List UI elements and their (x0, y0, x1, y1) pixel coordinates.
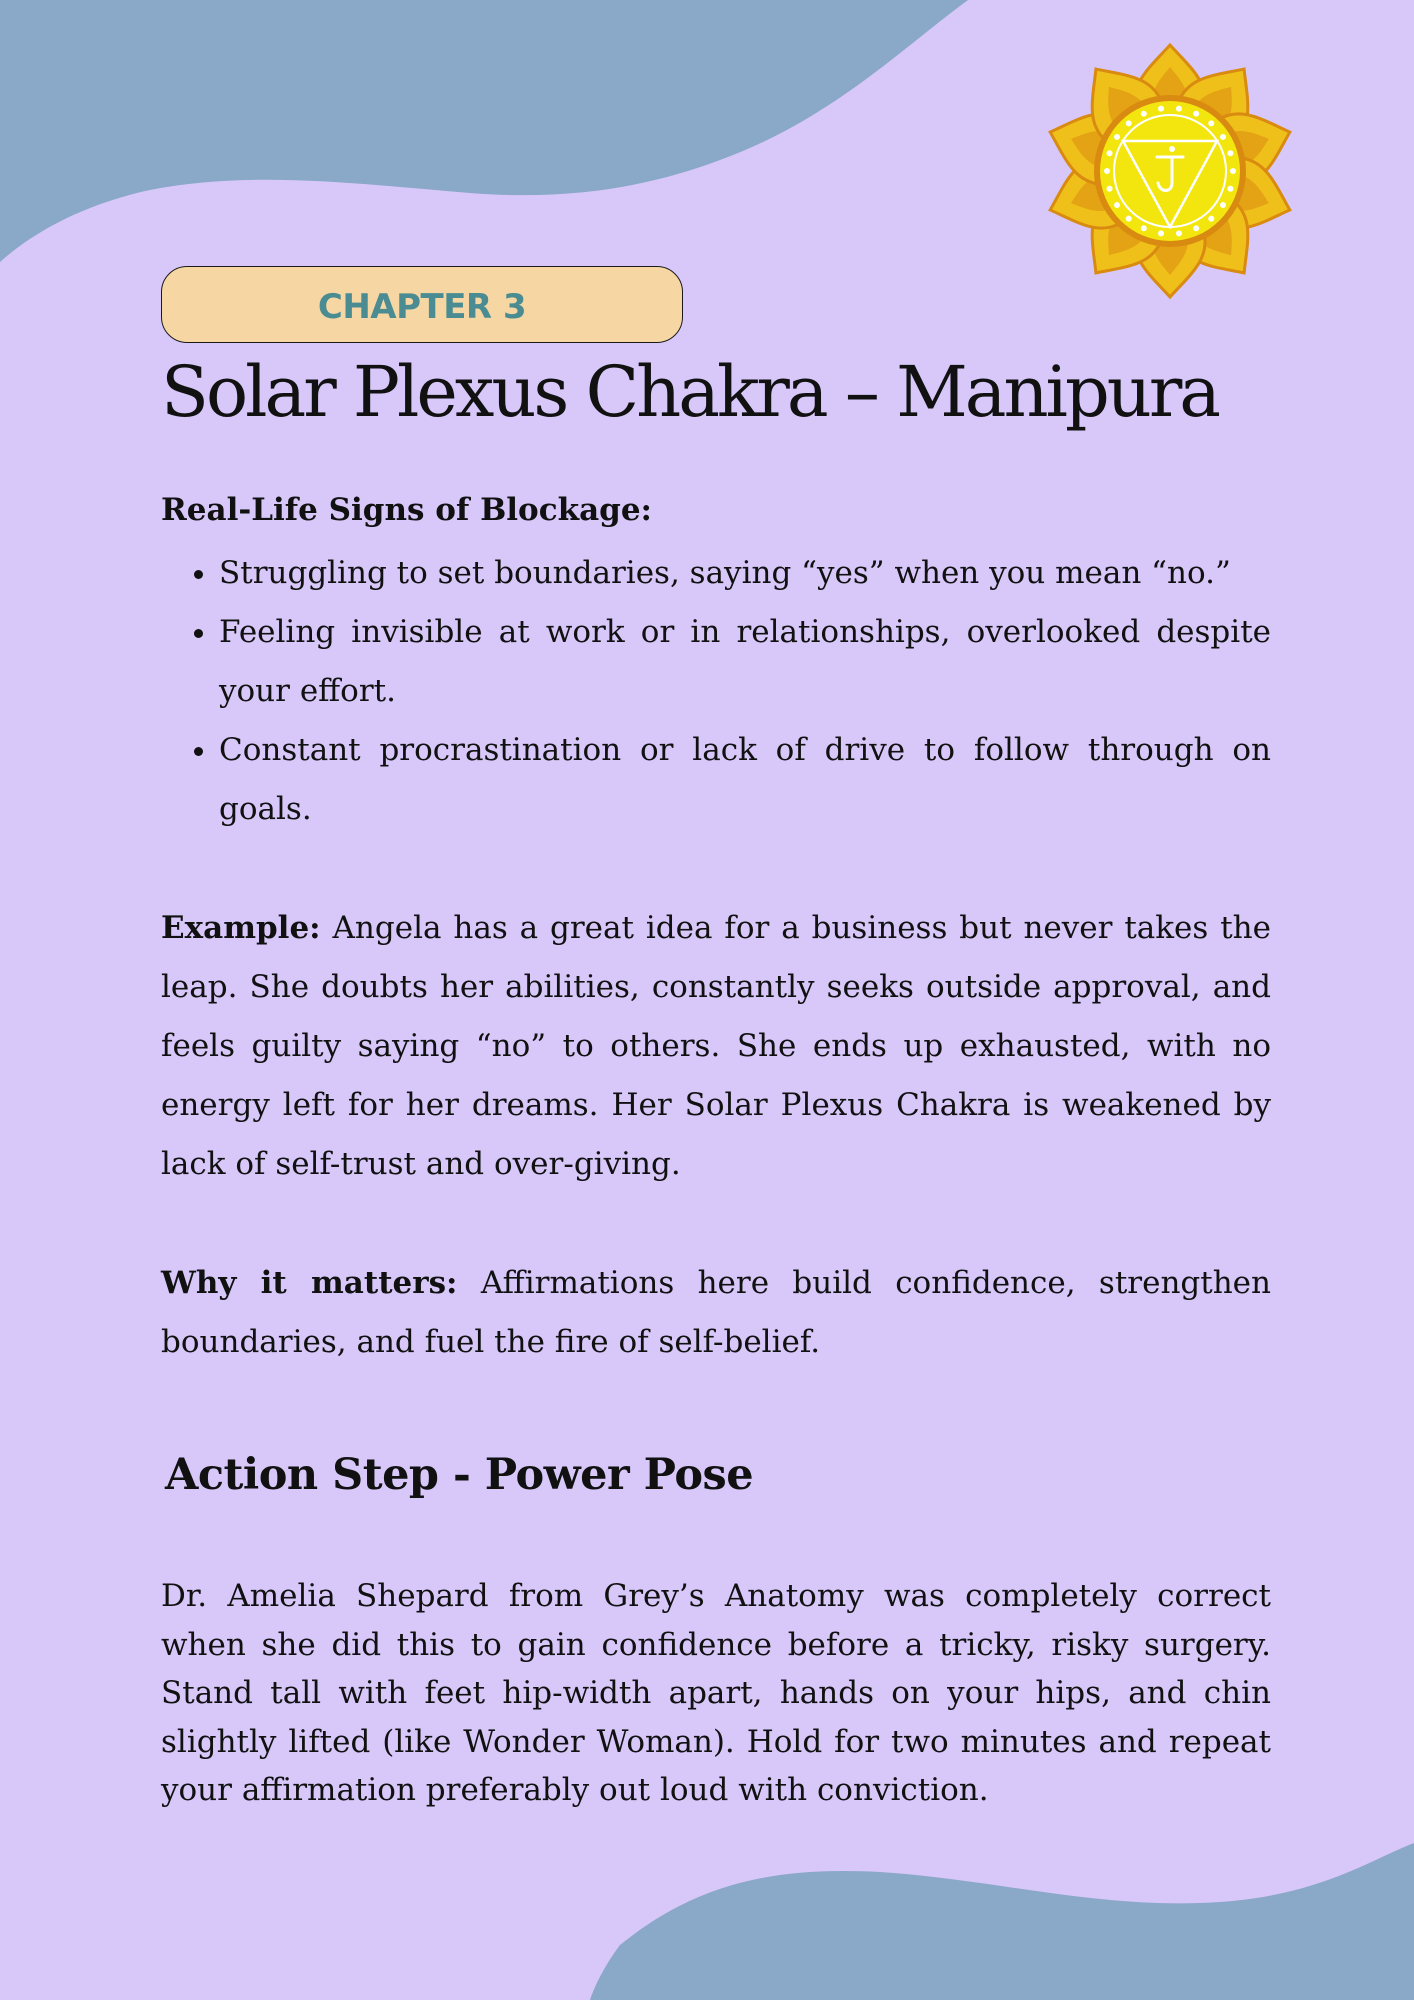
chakra-dot (1208, 216, 1214, 222)
chakra-dot (1227, 150, 1233, 156)
chakra-core (1100, 101, 1240, 241)
chakra-dot (1176, 230, 1182, 236)
chakra-dot (1220, 202, 1226, 208)
top-left-wave (0, 0, 968, 262)
list-item: • Feeling invisible at work or in relationships, overlooked despite your effort. (219, 603, 1271, 721)
chakra-syllable-dot (1169, 146, 1175, 152)
chakra-dot (1104, 168, 1110, 174)
page-title: Solar Plexus Chakra – Manipura (161, 351, 1219, 433)
chakra-dot (1227, 186, 1233, 192)
example-text: Angela has a great idea for a business but never takes the leap. She doubts her abilities, constantly seeks outside approval, and feels guilty saying “no” to others. She ends up exhausted, with no energy left for her dreams. Her Solar Plexus Chakra is weakened by lack of self-trust and over-giving. (161, 910, 1271, 1182)
main-content (161, 484, 1271, 1372)
chakra-dot (1114, 134, 1120, 140)
example-label: Example: (161, 910, 321, 946)
chapter-label: CHAPTER 3 (317, 287, 527, 327)
chakra-dot (1126, 120, 1132, 126)
chakra-dot (1208, 120, 1214, 126)
action-body: Dr. Amelia Shepard from Grey’s Anatomy was completely correct when she did this to gain confidence before a tricky, risky surgery. Stand tall with feet hip-width apart, hands on your hips, and chin slightly lifted (like Wonder Woman). Hold for two minutes and repeat your affirmation preferably out loud with conviction. (161, 1578, 1271, 1808)
chakra-dot (1176, 106, 1182, 112)
chakra-dot (1141, 111, 1147, 117)
why-text: Affirmations here build confidence, strengthen boundaries, and fuel the fire of self-belief. (161, 1265, 1271, 1360)
why-label: Why it matters: (161, 1265, 458, 1301)
blockage-list (161, 544, 1271, 839)
why-paragraph (161, 1254, 1271, 1372)
solar-plexus-chakra-icon (1040, 36, 1300, 306)
example-paragraph (161, 899, 1271, 1194)
chakra-dot (1114, 202, 1120, 208)
bottom-right-wave (590, 1843, 1414, 2000)
chakra-dot (1158, 230, 1164, 236)
chakra-dot (1107, 150, 1113, 156)
chakra-dot (1158, 106, 1164, 112)
chakra-dot (1193, 225, 1199, 231)
chakra-dot (1220, 134, 1226, 140)
list-item: • Constant procrastination or lack of drive to follow through on goals. (219, 721, 1271, 839)
blockage-heading: Real-Life Signs of Blockage: (161, 492, 653, 528)
chakra-dot (1107, 186, 1113, 192)
chakra-dot (1141, 225, 1147, 231)
chakra-dot (1126, 216, 1132, 222)
action-heading: Action Step - Power Pose (165, 1450, 754, 1500)
chakra-dot (1230, 168, 1236, 174)
list-item: • Struggling to set boundaries, saying “yes” when you mean “no.” (219, 544, 1271, 603)
chapter-badge (161, 266, 683, 343)
chakra-dot (1193, 111, 1199, 117)
